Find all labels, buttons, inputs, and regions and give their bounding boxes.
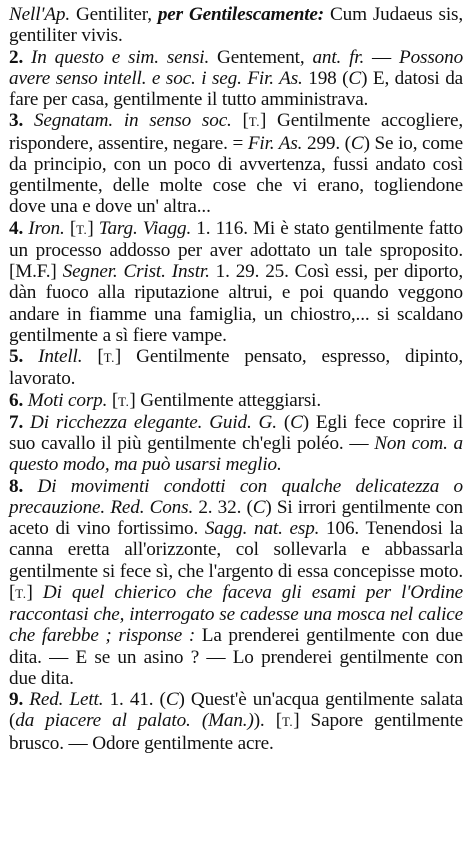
entry-text-segment: Sagg. nat. esp. [204,518,320,539]
entry-text-segment: 2. 32. ( [193,496,253,518]
entry-text-segment: ( [276,411,291,433]
entry-text-segment: ] [26,581,43,603]
entry-text-segment: ] Gentilmente pensato, espresso, dipinto, lavorato. [9,346,463,390]
entry-text-segment: 3. [9,110,24,132]
entry-text-segment: La prenderei gentilmente con due dita. — E se un asino ? — Lo prenderei gentilmente con due dita. [9,625,463,689]
entry-text-segment: 1. 29. 25. Così essi, per diporto, dàn fuoco alla riputazione altrui, e poi quando veggono andare in fiamme una famiglia, un chiostro,... si scaldano gentilmente a sì fiere vampe. [9,261,463,346]
entry-text-segment: ant. fr. [312,46,365,68]
entry-text-segment: 2. [9,46,24,68]
entry-text-segment: Gentement, [209,46,313,68]
entry-text-segment: [ [64,217,77,239]
entry-text-segment: T. [281,714,294,730]
entry-text-segment: ) Quest'è un'acqua gentilmente salata ( [9,689,464,732]
entry-text-segment: 6. [9,389,24,411]
entry-text-segment: [ [107,389,119,411]
entry-sense-5 [9,346,463,390]
entry-text-segment: Moti corp. [23,389,108,411]
entry-sense-6 [9,390,463,412]
entry-text-segment: — [364,46,400,68]
entry-text-segment: C [252,496,266,518]
entry-text-segment: ] [87,217,99,239]
entry-text-segment: [ [231,110,249,132]
entry-text-segment: Di quel chierico che faceva gli esami per l'Ordine raccontasi che, interrogato se cadesse una mosca nel calice che farebbe ; risponse : [9,581,463,647]
entry-text-segment: Intell. [23,346,83,367]
entry-text-segment: C [350,132,364,154]
entry-text-segment: ) Si irrori gentilmente con aceto di vino fortissimo. [9,496,463,539]
entry-text-segment: Segnatam. in senso soc. [23,110,232,132]
entry-text-segment: Iron. [23,217,65,239]
entry-text-segment: Non com. a questo modo, ma può usarsi meglio. [9,433,463,476]
entry-text-segment: Possono avere senso intell. e soc. i seg. [9,46,464,89]
entry-intro [9,4,463,47]
entry-text-segment: C [165,689,179,710]
entry-text-segment: ). [ [253,710,282,732]
entry-text-segment: da piacere al palato. (Man.) [15,710,254,732]
entry-text-segment: ) E, datosi da fare per casa, gentilmente il tutto amministrava. [9,67,463,110]
entry-text-segment: ) Egli fece coprire il suo cavallo il più gentilmente ch'egli poléo. — [9,411,463,454]
entry-text-segment: ] Gentilmente accogliere, rispondere, assentire, negare. = [9,110,464,154]
entry-text-segment: Gentiliter, [70,4,158,25]
entry-text-segment: Fir. As. [247,132,303,154]
entry-text-segment: ) Se io, come da principio, con un poco di avvertenza, fussi andato così gentilmente, delle molte cose che vi erano, togliendone dove una e dove un' altra... [9,132,463,218]
entry-text-segment: 198 ( [302,67,349,89]
entry-text-segment: Red. Lett. [23,689,104,710]
entry-sense-4 [9,218,463,347]
entry-text-segment: ] Gentilmente atteggiarsi. [129,389,322,411]
entry-sense-8 [9,476,463,690]
entry-text-segment: 299. ( [302,132,351,154]
entry-text-segment: 4. [9,217,24,239]
entry-text-segment: [ [82,346,104,367]
entry-text-segment: 1. 41. ( [103,689,166,710]
entry-text-segment: T. [118,393,130,409]
entry-text-segment: 5. [9,346,24,367]
entry-text-segment: per Gentilescamente: [157,4,325,25]
entry-text-segment: 1. 116. Mi è stato gentilmente fatto un processo addosso per aver adottato un tale sproposito. [M.F.] [9,217,464,282]
entry-text-segment: Segner. Crist. Instr. [62,261,210,282]
entry-text-segment: Cum Judaeus sis, gentiliter vivis. [9,4,463,47]
entry-text-segment: T. [103,350,115,365]
entry-sense-9 [9,689,463,754]
entry-text-segment: T. [15,585,27,601]
entry-text-segment: T. [76,221,88,237]
entry-text-segment: In questo e sim. sensi. [23,46,210,68]
entry-text-segment: 8. [9,475,24,497]
entry-text-segment: 106. Tenendosi la canna eretta all'orizzonte, col sollevarla e abbassarla gentilmente si fece sì, che l'argento di essa concepisse moto. [ [9,518,463,603]
entry-text-segment: 9. [9,689,24,710]
entry-text-segment: ] Sapore gentilmente brusco. — Odore gentilmente acre. [9,710,463,754]
entry-sense-3 [9,110,463,217]
entry-text-segment: Di movimenti condotti con qualche delicatezza o precauzione. Red. Cons. [9,475,463,518]
entry-text-segment: Targ. Viagg. [98,217,192,239]
entry-text-segment: C [290,411,303,433]
entry-sense-2 [9,47,463,111]
entry-text-segment: C [348,67,362,89]
entry-text-segment: Di ricchezza elegante. Guid. G. [23,411,277,433]
entry-text-segment: Nell'Ap. [9,4,70,25]
entry-text-segment: Fir. As. [247,67,303,89]
entry-sense-7 [9,412,463,476]
entry-text-segment: T. [248,114,260,130]
entry-text-segment: 7. [9,411,24,433]
